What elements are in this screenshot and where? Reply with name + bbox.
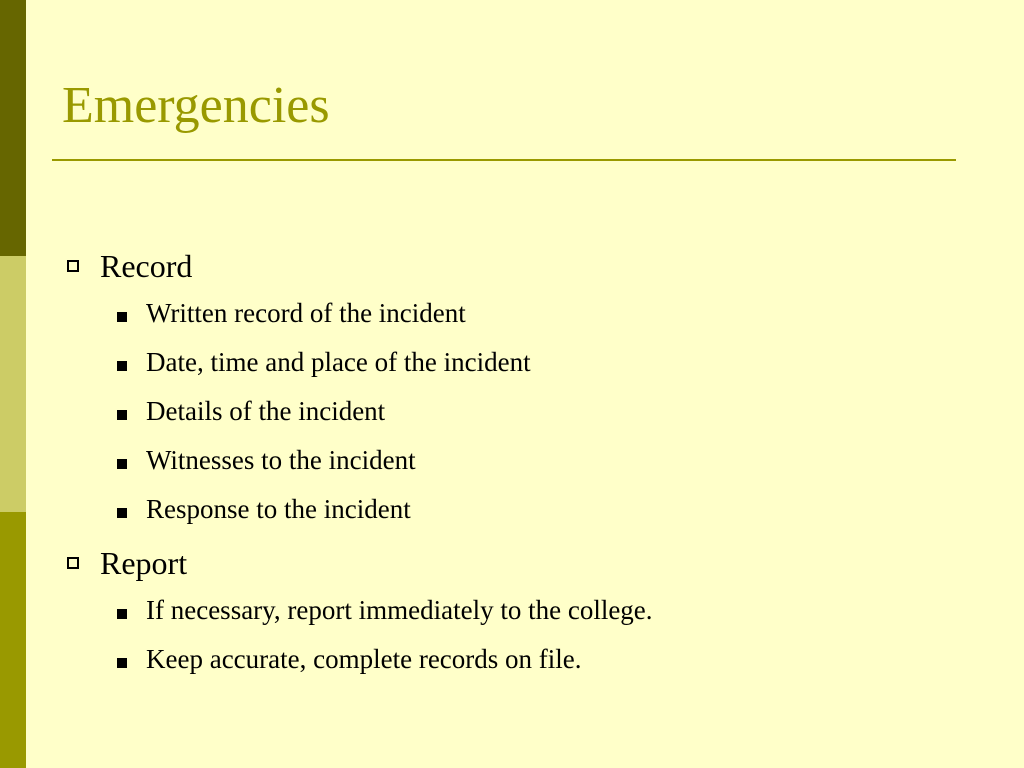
filled-square-bullet-icon <box>117 658 127 668</box>
filled-square-bullet-icon <box>117 609 127 619</box>
band-segment-bottom <box>0 512 26 768</box>
sub-bullet-list <box>62 593 962 691</box>
section-report <box>62 545 962 691</box>
filled-square-bullet-icon <box>117 312 127 322</box>
sub-bullet-item <box>62 593 962 642</box>
slide-title: Emergencies <box>62 77 330 134</box>
hollow-square-bullet-icon <box>67 260 79 272</box>
sub-bullet-text: Keep accurate, complete records on file. <box>146 644 582 674</box>
hollow-square-bullet-icon <box>67 557 79 569</box>
bullet-item-record <box>62 248 962 284</box>
sub-bullet-text: Response to the incident <box>146 494 411 524</box>
filled-square-bullet-icon <box>117 410 127 420</box>
filled-square-bullet-icon <box>117 459 127 469</box>
sub-bullet-text: Witnesses to the incident <box>146 445 416 475</box>
sub-bullet-text: If necessary, report immediately to the college. <box>146 595 653 625</box>
band-segment-middle <box>0 256 26 512</box>
bullet-item-report <box>62 545 962 581</box>
section-heading: Record <box>100 248 193 284</box>
sub-bullet-text: Date, time and place of the incident <box>146 347 531 377</box>
filled-square-bullet-icon <box>117 508 127 518</box>
sub-bullet-text: Details of the incident <box>146 396 386 426</box>
sub-bullet-item <box>62 492 962 541</box>
sub-bullet-item <box>62 296 962 345</box>
slide-content <box>62 248 962 691</box>
filled-square-bullet-icon <box>117 361 127 371</box>
sub-bullet-list <box>62 296 962 541</box>
band-segment-top <box>0 0 26 256</box>
section-heading: Report <box>100 545 188 581</box>
section-record <box>62 248 962 541</box>
sub-bullet-item <box>62 642 962 691</box>
sub-bullet-item <box>62 394 962 443</box>
sub-bullet-item <box>62 345 962 394</box>
sub-bullet-item <box>62 443 962 492</box>
title-underline-rule <box>52 159 956 161</box>
sub-bullet-text: Written record of the incident <box>146 298 466 328</box>
left-color-band <box>0 0 26 768</box>
